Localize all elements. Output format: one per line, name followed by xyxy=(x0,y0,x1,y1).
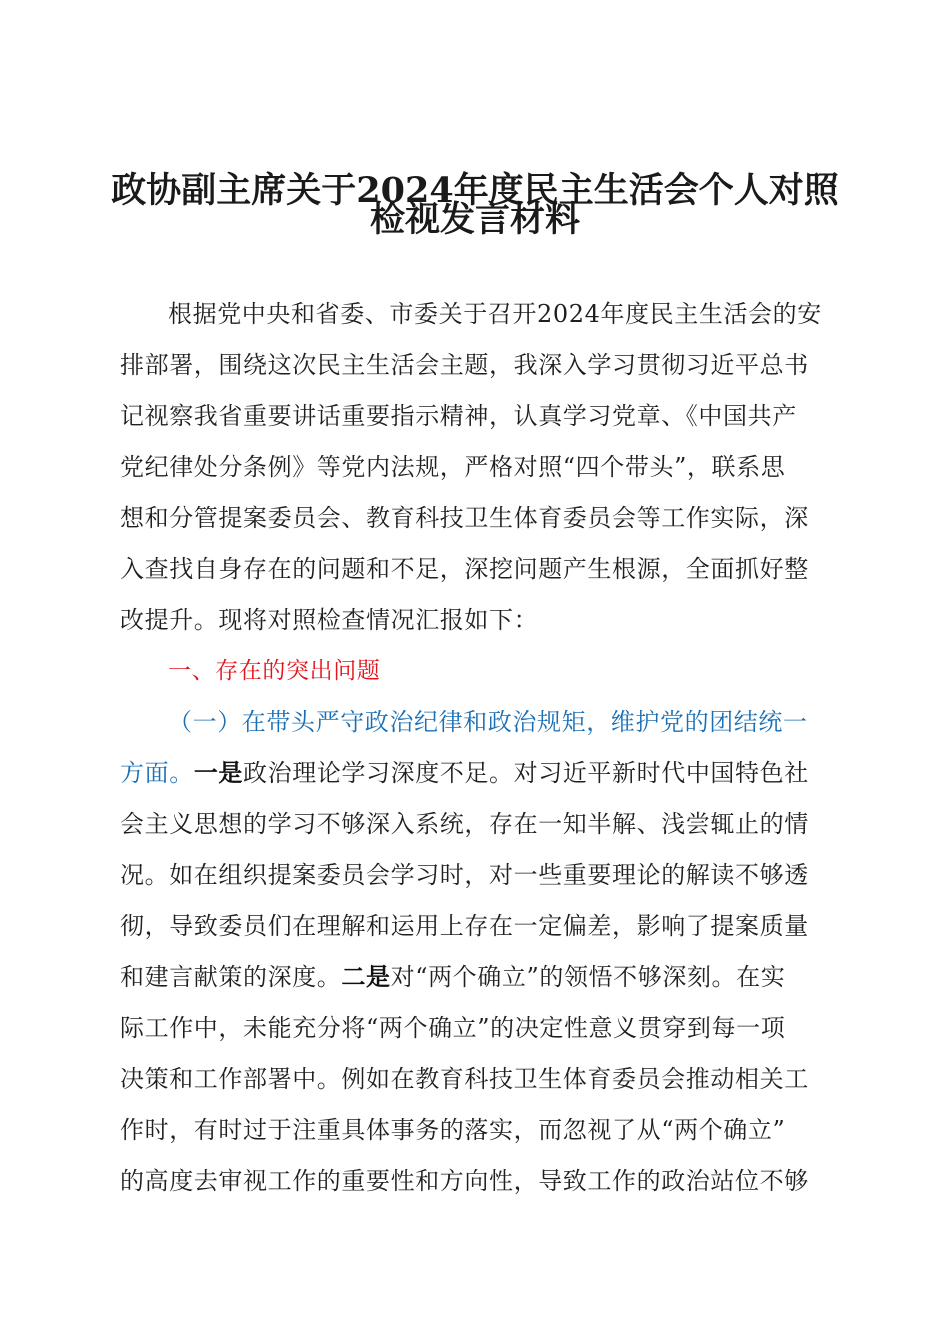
paragraph-line xyxy=(120,952,832,1003)
intro-line: 排部署，围绕这次民主生活会主题，我深入学习贯彻习近平总书 xyxy=(120,351,809,379)
paragraph-line: 会主义思想的学习不够深入系统，存在一知半解、浅尝辄止的情 xyxy=(120,810,809,838)
intro-line: 根据党中央和省委、市委关于召开2024年度民主生活会的安 xyxy=(168,300,822,328)
paragraph-text: 对“两个确立”的领悟不够深刻。在实 xyxy=(390,963,786,991)
paragraph-text: 和建言献策的深度。 xyxy=(120,963,342,991)
paragraph-line: 际工作中，未能充分将“两个确立”的决定性意义贯穿到每一项 xyxy=(120,1014,786,1042)
document-title-line1: 政协副主席关于2024年度民主生活会个人对照 xyxy=(111,170,839,211)
intro-line: 改提升。现将对照检查情况汇报如下： xyxy=(120,606,539,634)
intro-line: 想和分管提案委员会、教育科技卫生体育委员会等工作实际，深 xyxy=(120,504,809,532)
document-body xyxy=(120,289,832,1207)
point-label: 二是 xyxy=(341,963,391,991)
intro-line: 党纪律处分条例》等党内法规，严格对照“四个带头”，联系思 xyxy=(120,453,786,481)
paragraph-line: 决策和工作部署中。例如在教育科技卫生体育委员会推动相关工 xyxy=(120,1065,809,1093)
subsection-heading-end: 方面。 xyxy=(120,759,194,787)
paragraph-line: 彻，导致委员们在理解和运用上存在一定偏差，影响了提案质量 xyxy=(120,912,809,940)
intro-line: 记视察我省重要讲话重要指示精神，认真学习党章、《中国共产 xyxy=(120,402,797,430)
intro-line: 入查找自身存在的问题和不足，深挖问题产生根源，全面抓好整 xyxy=(120,555,809,583)
paragraph-line xyxy=(120,748,832,799)
paragraph-line: 作时，有时过于注重具体事务的落实，而忽视了从“两个确立” xyxy=(120,1116,786,1144)
point-label: 一是 xyxy=(193,759,244,787)
document-title-line2: 检视发言材料 xyxy=(369,199,580,240)
paragraph-text: 政治理论学习深度不足。对习近平新时代中国特色社 xyxy=(243,759,809,787)
subsection-heading: （一）在带头严守政治纪律和政治规矩，维护党的团结统一 xyxy=(168,708,808,736)
paragraph-line: 况。如在组织提案委员会学习时，对一些重要理论的解读不够透 xyxy=(120,861,809,889)
paragraph-line: 的高度去审视工作的重要性和方向性，导致工作的政治站位不够 xyxy=(120,1167,809,1195)
section-heading: 一、存在的突出问题 xyxy=(168,658,381,684)
